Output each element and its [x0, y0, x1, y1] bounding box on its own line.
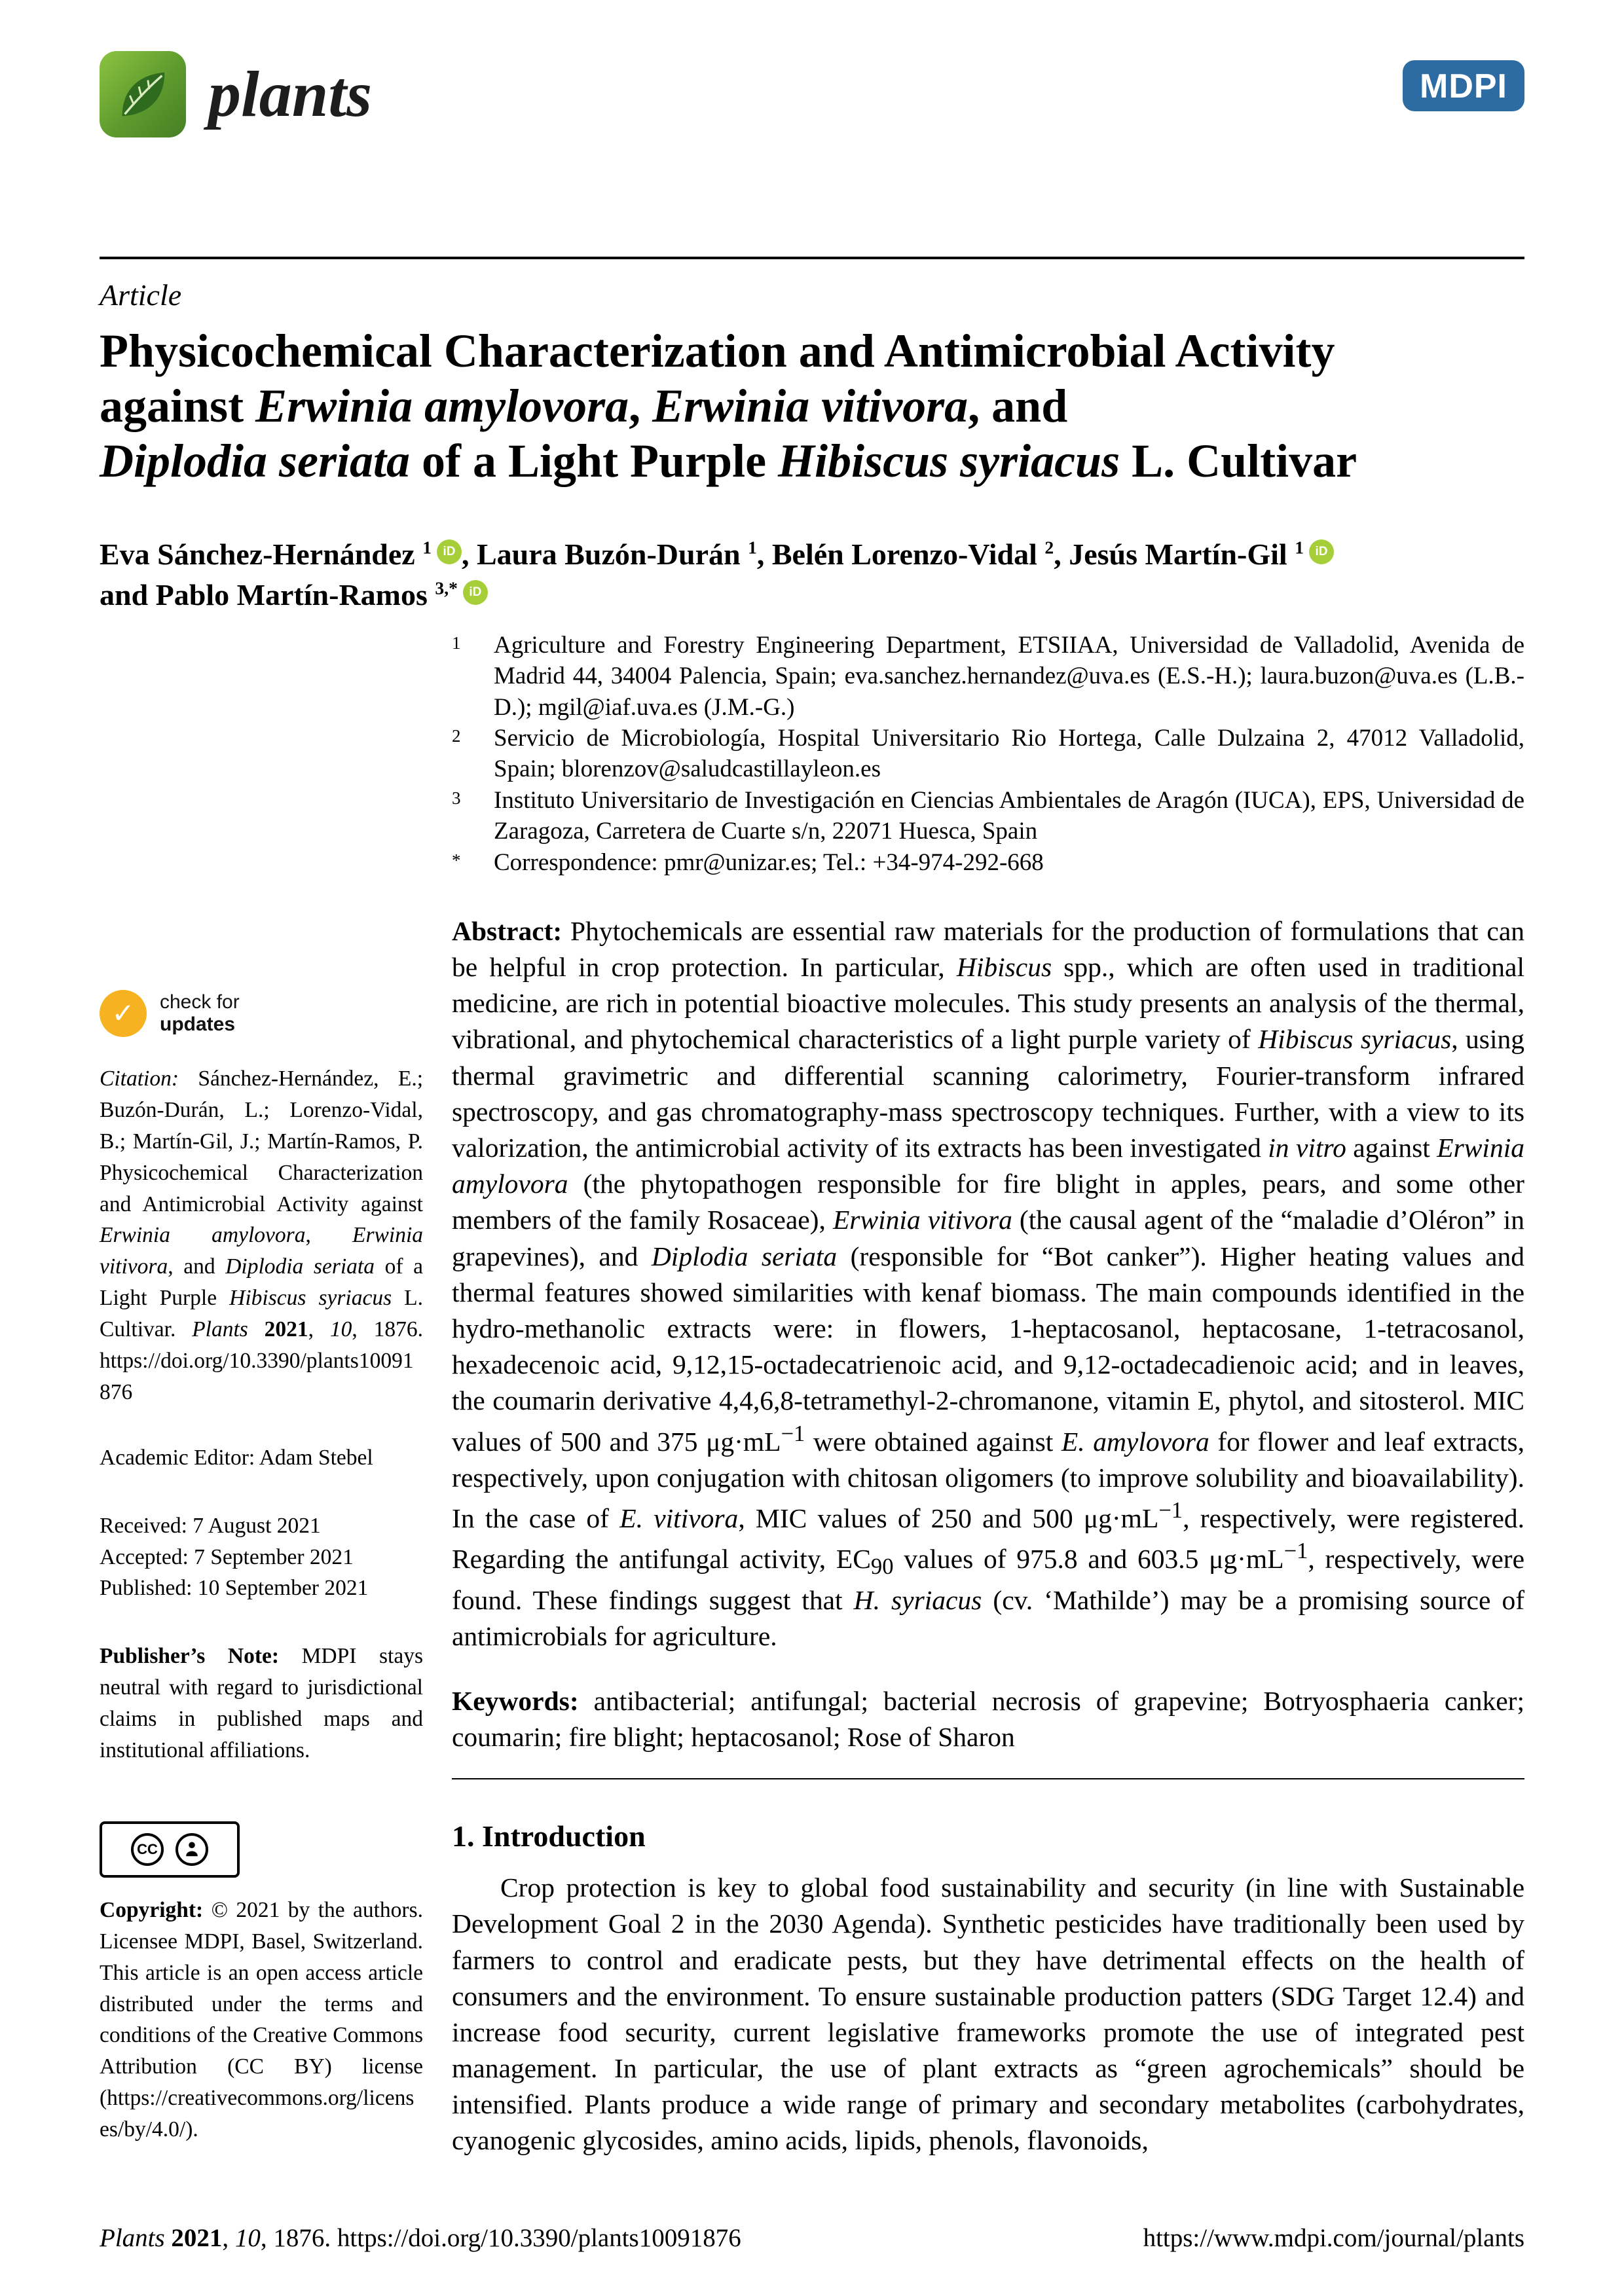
- cc-icon: CC: [131, 1833, 164, 1866]
- affiliation-item: [452, 723, 1524, 785]
- affiliation-item: [452, 785, 1524, 847]
- orcid-icon[interactable]: iD: [437, 539, 462, 564]
- footer-journal-url[interactable]: https://www.mdpi.com/journal/plants: [1143, 2224, 1524, 2252]
- academic-editor: Academic Editor: Adam Stebel: [100, 1445, 373, 1470]
- header-divider: [100, 257, 1524, 259]
- check-for-updates-line2: updates: [160, 1013, 236, 1035]
- affiliation-text: Agriculture and Forestry Engineering Department, ETSIIAA, Universidad de Valladolid, Avenida de Madrid 44, 34004 Palencia, Spain; eva.sanchez.hernandez@uva.es (E.S.-H.); laura.buzon@uva.es (L.B.-D.); mgil@iaf.uva.es (J.M.-G.): [494, 632, 1524, 721]
- accepted-date: Accepted: 7 September 2021: [100, 1544, 354, 1569]
- affiliation-list: [452, 630, 1524, 878]
- plants-logo-icon: [100, 51, 186, 137]
- article-type-label: Article: [100, 278, 182, 312]
- journal-name: plants: [208, 58, 373, 130]
- orcid-icon[interactable]: iD: [463, 580, 488, 605]
- abstract: Abstract: Phytochemicals are essential raw materials for the production of formulations that can be helpful in crop protection. In particular, Hibiscus spp., which are often used in traditional medicine, are rich in potential bioactive molecules. This study presents an analysis of the thermal, vibrational, and phytochemical characteristics of a light purple variety of Hibiscus syriacus, using thermal gravimetric and differential scanning calorimetry, Fourier-transform infrared spectroscopy, and gas chromatography-mass spectroscopy techniques. Further, with a view to its valorization, the antimicrobial activity of its extracts has been investigated in vitro against Erwinia amylovora (the phytopathogen responsible for fire blight in apples, pears, and some other members of the family Rosaceae), Erwinia vitivora (the causal agent of the “maladie d’Oléron” in grapevines), and Diplodia seriata (responsible for “Bot canker”). Higher heating values and thermal features showed similarities with kenaf biomass. The main compounds identified in the hydro-methanolic extracts were: in flowers, 1-heptacosanol, heptacosane, 1-tetracosanol, hexadecenoic acid, 9,12,15-octadecatrienoic acid, and 9,12-octadecadienoic acid; and in leaves, the coumarin derivative 4,4,6,8-tetramethyl-2-chromanone, vitamin E, phytol, and sitosterol. MIC values of 500 and 375 $\mu g\cdot mL^{-1}$ were obtained against E. amylovora for flower and leaf extracts, respectively, upon conjugation with chitosan oligomers (to improve solubility and bioavailability). In the case of E. vitivora, MIC values of 250 and 500 $\mu g\cdot mL^{-1}$, respectively, were registered. Regarding the antifungal activity, $EC_{90}$ values of 975.8 and 603.5 $\mu g\cdot mL^{-1}$, respectively, were found. These findings suggest that H. syriacus (cv. ‘Mathilde’) may be a promising source of antimicrobials for agriculture.: [452, 915, 1525, 1652]
- check-for-updates-label: [160, 991, 240, 1035]
- article-title: Physicochemical Characterization and Antimicrobial Activity against Erwinia amylovora, Erwinia vitivora, and Diplodia seriata of a Light Purple Hibiscus syriacus L. Cultivar: [100, 325, 1357, 488]
- authors-line: Eva Sánchez-Hernández $^1$ iD , Laura Buzón-Durán $^1$, Belén Lorenzo-Vidal $^2$, Jesús Martín-Gil $^1$ iD and Pablo Martín-Ramos $^{3,*}$ iD: [100, 534, 1534, 615]
- header: [100, 51, 1524, 149]
- received-date: Received: 7 August 2021: [100, 1513, 321, 1538]
- affiliation-item: [452, 630, 1524, 723]
- copyright-block: Copyright: © 2021 by the authors. Licensee MDPI, Basel, Switzerland. This article is an open access article distributed under the terms and conditions of the Creative Commons Attribution (CC BY) license (https://creativecommons.org/licenses/by/4.0/).: [100, 1897, 423, 2142]
- sidebar: [100, 990, 423, 2145]
- cc-by-person-icon: [175, 1833, 208, 1866]
- publishers-note: Publisher’s Note: MDPI stays neutral with regard to jurisdictional claims in published maps and institutional affiliations.: [100, 1644, 423, 1763]
- section-heading-introduction: 1. Introduction: [452, 1819, 646, 1853]
- keywords: Keywords: antibacterial; antifungal; bacterial necrosis of grapevine; Botryosphaeria canker; coumarin; fire blight; heptacosanol; Rose of Sharon: [452, 1686, 1524, 1753]
- affiliation-marker: 3: [452, 788, 461, 808]
- correspondence-item: [452, 847, 1524, 878]
- cc-license-badge[interactable]: [100, 1821, 240, 1878]
- orcid-icon[interactable]: iD: [1309, 539, 1334, 564]
- check-icon: [100, 990, 147, 1037]
- article-dates: [100, 1510, 423, 1605]
- leaf-icon: [111, 62, 175, 126]
- correspondence-marker: *: [452, 850, 461, 870]
- main-column: [452, 630, 1524, 2159]
- check-for-updates-line1: check for: [160, 991, 240, 1013]
- introduction-paragraph: Crop protection is key to global food sustainability and security (in line with Sustainable Development Goal 2 in the 2030 Agenda). Synthetic pesticides have traditionally been used by farmers to control and eradicate pests, but they have detrimental effects on the health of consumers and the environment. To ensure sustainable production patters (SDG Target 12.4) and increase food security, current legislative frameworks promote the use of integrated pest management. In particular, the use of plant extracts as “green agrochemicals” should be intensified. Plants produce a wide range of primary and secondary metabolites (carbohydrates, cyanogenic glycosides, amino acids, lipids, phenols, flavonoids,: [452, 1872, 1524, 2156]
- correspondence-text: Correspondence: pmr@unizar.es; Tel.: +34-974-292-668: [494, 848, 1044, 876]
- section-divider: [452, 1778, 1524, 1779]
- journal-logo[interactable]: [100, 51, 372, 137]
- checkmark-glyph: ✓: [111, 997, 135, 1029]
- published-date: Published: 10 September 2021: [100, 1576, 369, 1601]
- mdpi-logo[interactable]: MDPI: [1403, 60, 1524, 111]
- affiliation-marker: 1: [452, 633, 461, 653]
- citation-block: Citation: Sánchez-Hernández, E.; Buzón-Durán, L.; Lorenzo-Vidal, B.; Martín-Gil, J.; Martín-Ramos, P. Physicochemical Characterization and Antimicrobial Activity against Erwinia amylovora, Erwinia vitivora, and Diplodia seriata of a Light Purple Hibiscus syriacus L. Cultivar. Plants 2021, 10, 1876. https://doi.org/10.3390/plants10091876: [100, 1066, 424, 1404]
- affiliation-marker: 2: [452, 726, 461, 746]
- footer: [100, 2223, 1524, 2253]
- check-for-updates-badge[interactable]: [100, 990, 423, 1037]
- footer-citation-doi[interactable]: Plants 2021, 10, 1876. https://doi.org/10.3390/plants10091876: [100, 2224, 741, 2252]
- affiliation-text: Instituto Universitario de Investigación en Ciencias Ambientales de Aragón (IUCA), EPS, Universidad de Zaragoza, Carretera de Cuarte s/n, 22071 Huesca, Spain: [494, 786, 1524, 845]
- affiliation-text: Servicio de Microbiología, Hospital Universitario Rio Hortega, Calle Dulzaina 2, 47012 Valladolid, Spain; blorenzov@saludcastillayleon.es: [494, 725, 1524, 783]
